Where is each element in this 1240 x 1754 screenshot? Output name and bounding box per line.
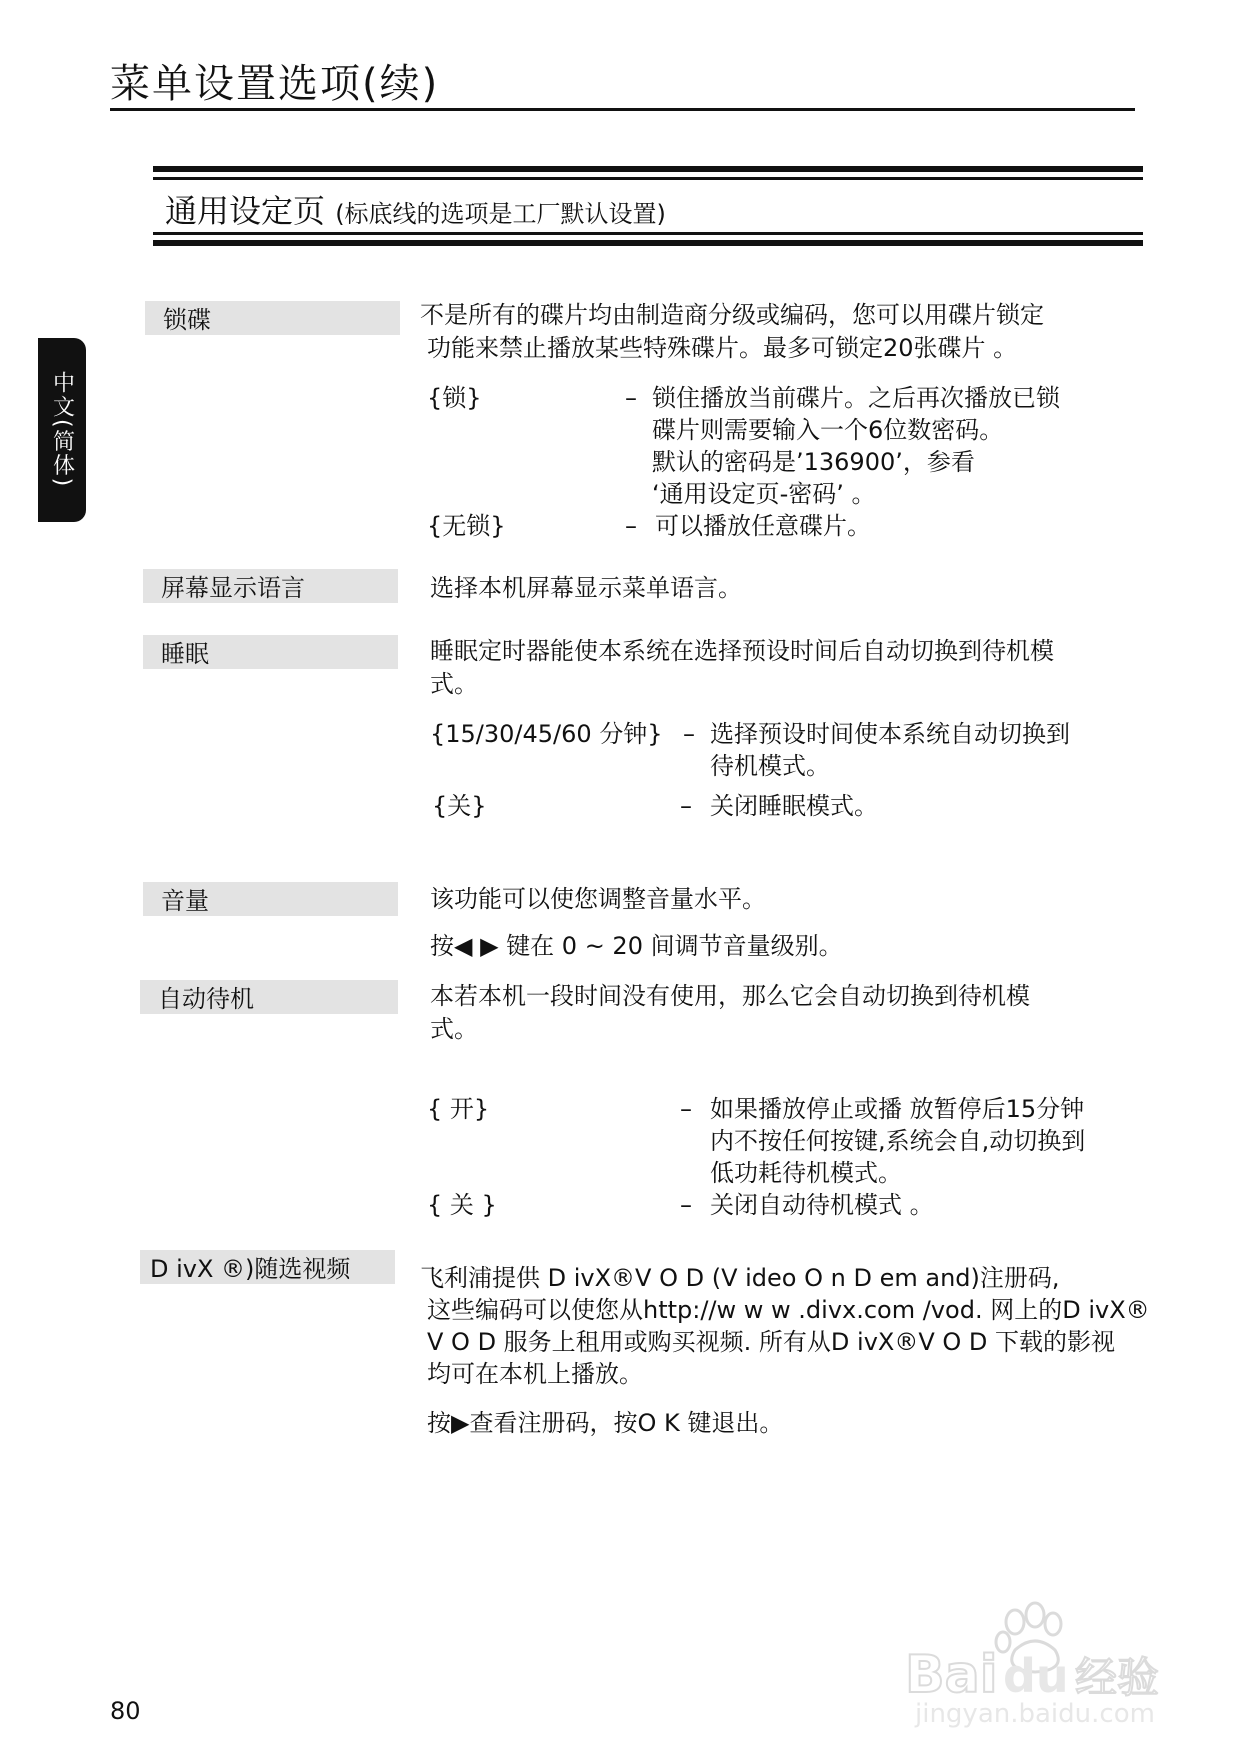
auto-standby-desc-line1: 本若本机一段时间没有使用，那么它会自动切换到待机模 — [430, 982, 1030, 1010]
section-band-top — [153, 166, 1143, 180]
sleep-opt1-desc-2: 待机模式。 — [710, 752, 830, 780]
divx-registration-hint: 按▶查看注册码，按O K 键退出。 — [427, 1409, 784, 1437]
sleep-opt2-dash: – — [680, 792, 692, 820]
lock-opt2-key: {无锁} — [427, 512, 506, 540]
label-lock: 锁碟 — [145, 301, 400, 335]
title-rule — [110, 108, 1135, 111]
auto-standby-desc-line2: 式。 — [430, 1015, 478, 1043]
lock-opt2-dash: – — [625, 512, 637, 540]
sleep-opt2-desc: 关闭睡眠模式。 — [710, 792, 878, 820]
lock-opt1-desc-3: 默认的密码是’136900’，参看 — [652, 448, 975, 476]
lock-opt1-desc-4: ‘通用设定页-密码’ 。 — [652, 480, 876, 508]
label-volume: 音量 — [143, 882, 398, 916]
auto-standby-opt1-desc-2: 内不按任何按键,系统会自,动切换到 — [710, 1127, 1086, 1155]
auto-standby-opt1-desc-3: 低功耗待机模式。 — [710, 1159, 902, 1187]
section-title: 通用设定页 — [165, 192, 326, 230]
page-title: 菜单设置选项(续) — [110, 61, 440, 107]
divx-desc-line2: 这些编码可以使您从http://w w w .divx.com /vod. 网上的D ivX® — [427, 1296, 1150, 1324]
label-divx-vod: D ivX ®)随选视频 — [140, 1250, 395, 1284]
osd-language-desc: 选择本机屏幕显示菜单语言。 — [430, 574, 742, 602]
lock-desc-line2: 功能来禁止播放某些特殊碟片。最多可锁定20张碟片 。 — [427, 334, 1018, 362]
lock-opt1-desc-1: 锁住播放当前碟片。之后再次播放已锁 — [652, 384, 1060, 412]
label-sleep: 睡眠 — [143, 635, 398, 669]
sleep-opt2-key: {关} — [432, 792, 487, 820]
lock-opt1-dash: – — [625, 384, 637, 412]
sleep-desc-line2: 式。 — [430, 670, 478, 698]
lock-opt1-key: {锁} — [427, 384, 482, 412]
label-osd-language: 屏幕显示语言 — [143, 569, 398, 603]
sleep-opt1-key: {15/30/45/60 分钟} — [430, 720, 663, 748]
language-side-tab — [38, 338, 86, 522]
page-number: 80 — [110, 1697, 141, 1725]
volume-desc: 该功能可以使您调整音量水平。 — [430, 885, 766, 913]
auto-standby-opt1-key: { 开} — [427, 1095, 490, 1123]
svg-text:du: du — [1003, 1649, 1069, 1703]
svg-text:经验: 经验 — [1075, 1653, 1160, 1702]
lock-desc-line1: 不是所有的碟片均由制造商分级或编码，您可以用碟片锁定 — [420, 301, 1044, 329]
side-tab-label: 中文(简体) — [49, 371, 75, 489]
auto-standby-opt1-dash: – — [680, 1095, 692, 1123]
divx-desc-line4: 均可在本机上播放。 — [427, 1360, 643, 1388]
section-subtitle: (标底线的选项是工厂默认设置) — [335, 200, 666, 228]
lock-opt1-desc-2: 碟片则需要输入一个6位数密码。 — [652, 416, 1004, 444]
volume-adjust-hint: 按◀ ▶ 键在 0 ~ 20 间调节音量级别。 — [430, 932, 843, 960]
svg-text:Bai: Bai — [905, 1645, 998, 1705]
auto-standby-opt1-desc-1: 如果播放停止或播 放暂停后15分钟 — [710, 1095, 1085, 1123]
divx-desc-line1: 飞利浦提供 D ivX®V O D (V ideo O n D em and)注册码, — [420, 1264, 1060, 1292]
auto-standby-opt2-desc: 关闭自动待机模式 。 — [710, 1191, 934, 1219]
label-auto-standby: 自动待机 — [140, 980, 398, 1014]
sleep-desc-line1: 睡眠定时器能使本系统在选择预设时间后自动切换到待机模 — [430, 637, 1054, 665]
lock-opt2-desc: 可以播放任意碟片。 — [655, 512, 871, 540]
divx-desc-line3: V O D 服务上租用或购买视频. 所有从D ivX®V O D 下载的影视 — [427, 1328, 1116, 1356]
section-heading — [165, 186, 666, 232]
baidu-jingyan-watermark — [885, 1600, 1195, 1730]
section-band-bottom — [153, 232, 1143, 246]
svg-text:jingyan.baidu.com: jingyan.baidu.com — [915, 1699, 1155, 1729]
auto-standby-opt2-key: { 关 } — [427, 1191, 497, 1219]
auto-standby-opt2-dash: – — [680, 1191, 692, 1219]
sleep-opt1-dash: – — [683, 720, 695, 748]
sleep-opt1-desc-1: 选择预设时间使本系统自动切换到 — [710, 720, 1070, 748]
